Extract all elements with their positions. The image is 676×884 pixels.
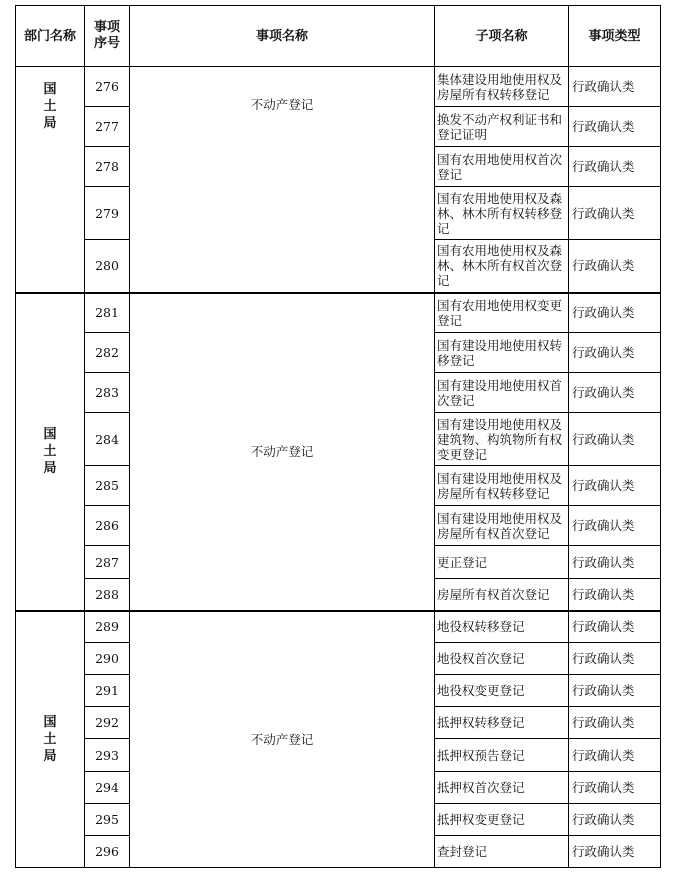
sub-item-cell: 地役权转移登记 (435, 611, 569, 643)
header-item: 事项名称 (130, 6, 435, 67)
item-type-cell: 行政确认类 (569, 611, 661, 643)
item-type-cell: 行政确认类 (569, 836, 661, 868)
sub-item-cell: 国有农用地使用权及森林、林木所有权首次登记 (435, 240, 569, 293)
item-type-cell: 行政确认类 (569, 643, 661, 675)
table-row (16, 67, 661, 107)
seq-cell: 283 (85, 373, 130, 413)
dept-cell (16, 611, 85, 868)
header-dept: 部门名称 (16, 6, 85, 67)
item-name-cell: 不动产登记 (130, 611, 435, 868)
table-body (16, 67, 661, 868)
seq-cell: 290 (85, 643, 130, 675)
sub-item-cell: 国有建设用地使用权及房屋所有权转移登记 (435, 466, 569, 506)
sub-item-cell: 国有建设用地使用权及房屋所有权首次登记 (435, 506, 569, 546)
item-type-cell: 行政确认类 (569, 373, 661, 413)
seq-cell: 285 (85, 466, 130, 506)
seq-cell: 289 (85, 611, 130, 643)
seq-cell: 291 (85, 675, 130, 707)
seq-cell: 296 (85, 836, 130, 868)
seq-cell: 295 (85, 804, 130, 836)
seq-cell: 279 (85, 187, 130, 240)
dept-label: 国土局 (43, 82, 57, 131)
item-type-cell: 行政确认类 (569, 675, 661, 707)
sub-item-cell: 抵押权转移登记 (435, 707, 569, 739)
sub-item-cell: 查封登记 (435, 836, 569, 868)
sub-item-cell: 国有农用地使用权及森林、林木所有权转移登记 (435, 187, 569, 240)
header-seq (85, 6, 130, 67)
item-type-cell: 行政确认类 (569, 187, 661, 240)
header-sub: 子项名称 (435, 6, 569, 67)
dept-label: 国土局 (43, 714, 57, 764)
item-type-cell: 行政确认类 (569, 293, 661, 333)
sub-item-cell: 换发不动产权利证书和登记证明 (435, 107, 569, 147)
sub-item-cell: 国有建设用地使用权首次登记 (435, 373, 569, 413)
sub-item-cell: 更正登记 (435, 546, 569, 579)
seq-cell: 281 (85, 293, 130, 333)
item-name-cell: 不动产登记 (130, 67, 435, 293)
table-row (16, 611, 661, 643)
sub-item-cell: 国有建设用地使用权转移登记 (435, 333, 569, 373)
sub-item-cell: 抵押权变更登记 (435, 804, 569, 836)
item-type-cell: 行政确认类 (569, 147, 661, 187)
item-type-cell: 行政确认类 (569, 67, 661, 107)
item-type-cell: 行政确认类 (569, 707, 661, 739)
item-type-cell: 行政确认类 (569, 240, 661, 293)
item-type-cell: 行政确认类 (569, 506, 661, 546)
item-type-cell: 行政确认类 (569, 466, 661, 506)
sub-item-cell: 国有建设用地使用权及建筑物、构筑物所有权变更登记 (435, 413, 569, 466)
sub-item-cell: 集体建设用地使用权及房屋所有权转移登记 (435, 67, 569, 107)
seq-cell: 294 (85, 772, 130, 804)
item-type-cell: 行政确认类 (569, 546, 661, 579)
sub-item-cell: 国有农用地使用权变更登记 (435, 293, 569, 333)
table-row (16, 293, 661, 333)
sub-item-cell: 国有农用地使用权首次登记 (435, 147, 569, 187)
seq-cell: 286 (85, 506, 130, 546)
seq-cell: 278 (85, 147, 130, 187)
header-seq-label: 事项序号 (93, 20, 120, 51)
sub-item-cell: 房屋所有权首次登记 (435, 579, 569, 611)
item-type-cell: 行政确认类 (569, 772, 661, 804)
dept-label: 国土局 (43, 427, 57, 476)
item-type-cell: 行政确认类 (569, 107, 661, 147)
seq-cell: 277 (85, 107, 130, 147)
seq-cell: 293 (85, 739, 130, 772)
item-type-cell: 行政确认类 (569, 333, 661, 373)
seq-cell: 282 (85, 333, 130, 373)
sub-item-cell: 抵押权首次登记 (435, 772, 569, 804)
item-type-cell: 行政确认类 (569, 739, 661, 772)
seq-cell: 287 (85, 546, 130, 579)
seq-cell: 288 (85, 579, 130, 611)
sub-item-cell: 抵押权预告登记 (435, 739, 569, 772)
seq-cell: 292 (85, 707, 130, 739)
seq-cell: 280 (85, 240, 130, 293)
registration-items-table (15, 5, 661, 868)
dept-cell (16, 67, 85, 293)
item-type-cell: 行政确认类 (569, 579, 661, 611)
table-header-row (16, 6, 661, 67)
seq-cell: 276 (85, 67, 130, 107)
sub-item-cell: 地役权首次登记 (435, 643, 569, 675)
seq-cell: 284 (85, 413, 130, 466)
sub-item-cell: 地役权变更登记 (435, 675, 569, 707)
item-name-cell: 不动产登记 (130, 293, 435, 611)
header-type: 事项类型 (569, 6, 661, 67)
item-type-cell: 行政确认类 (569, 804, 661, 836)
dept-cell (16, 293, 85, 611)
item-type-cell: 行政确认类 (569, 413, 661, 466)
